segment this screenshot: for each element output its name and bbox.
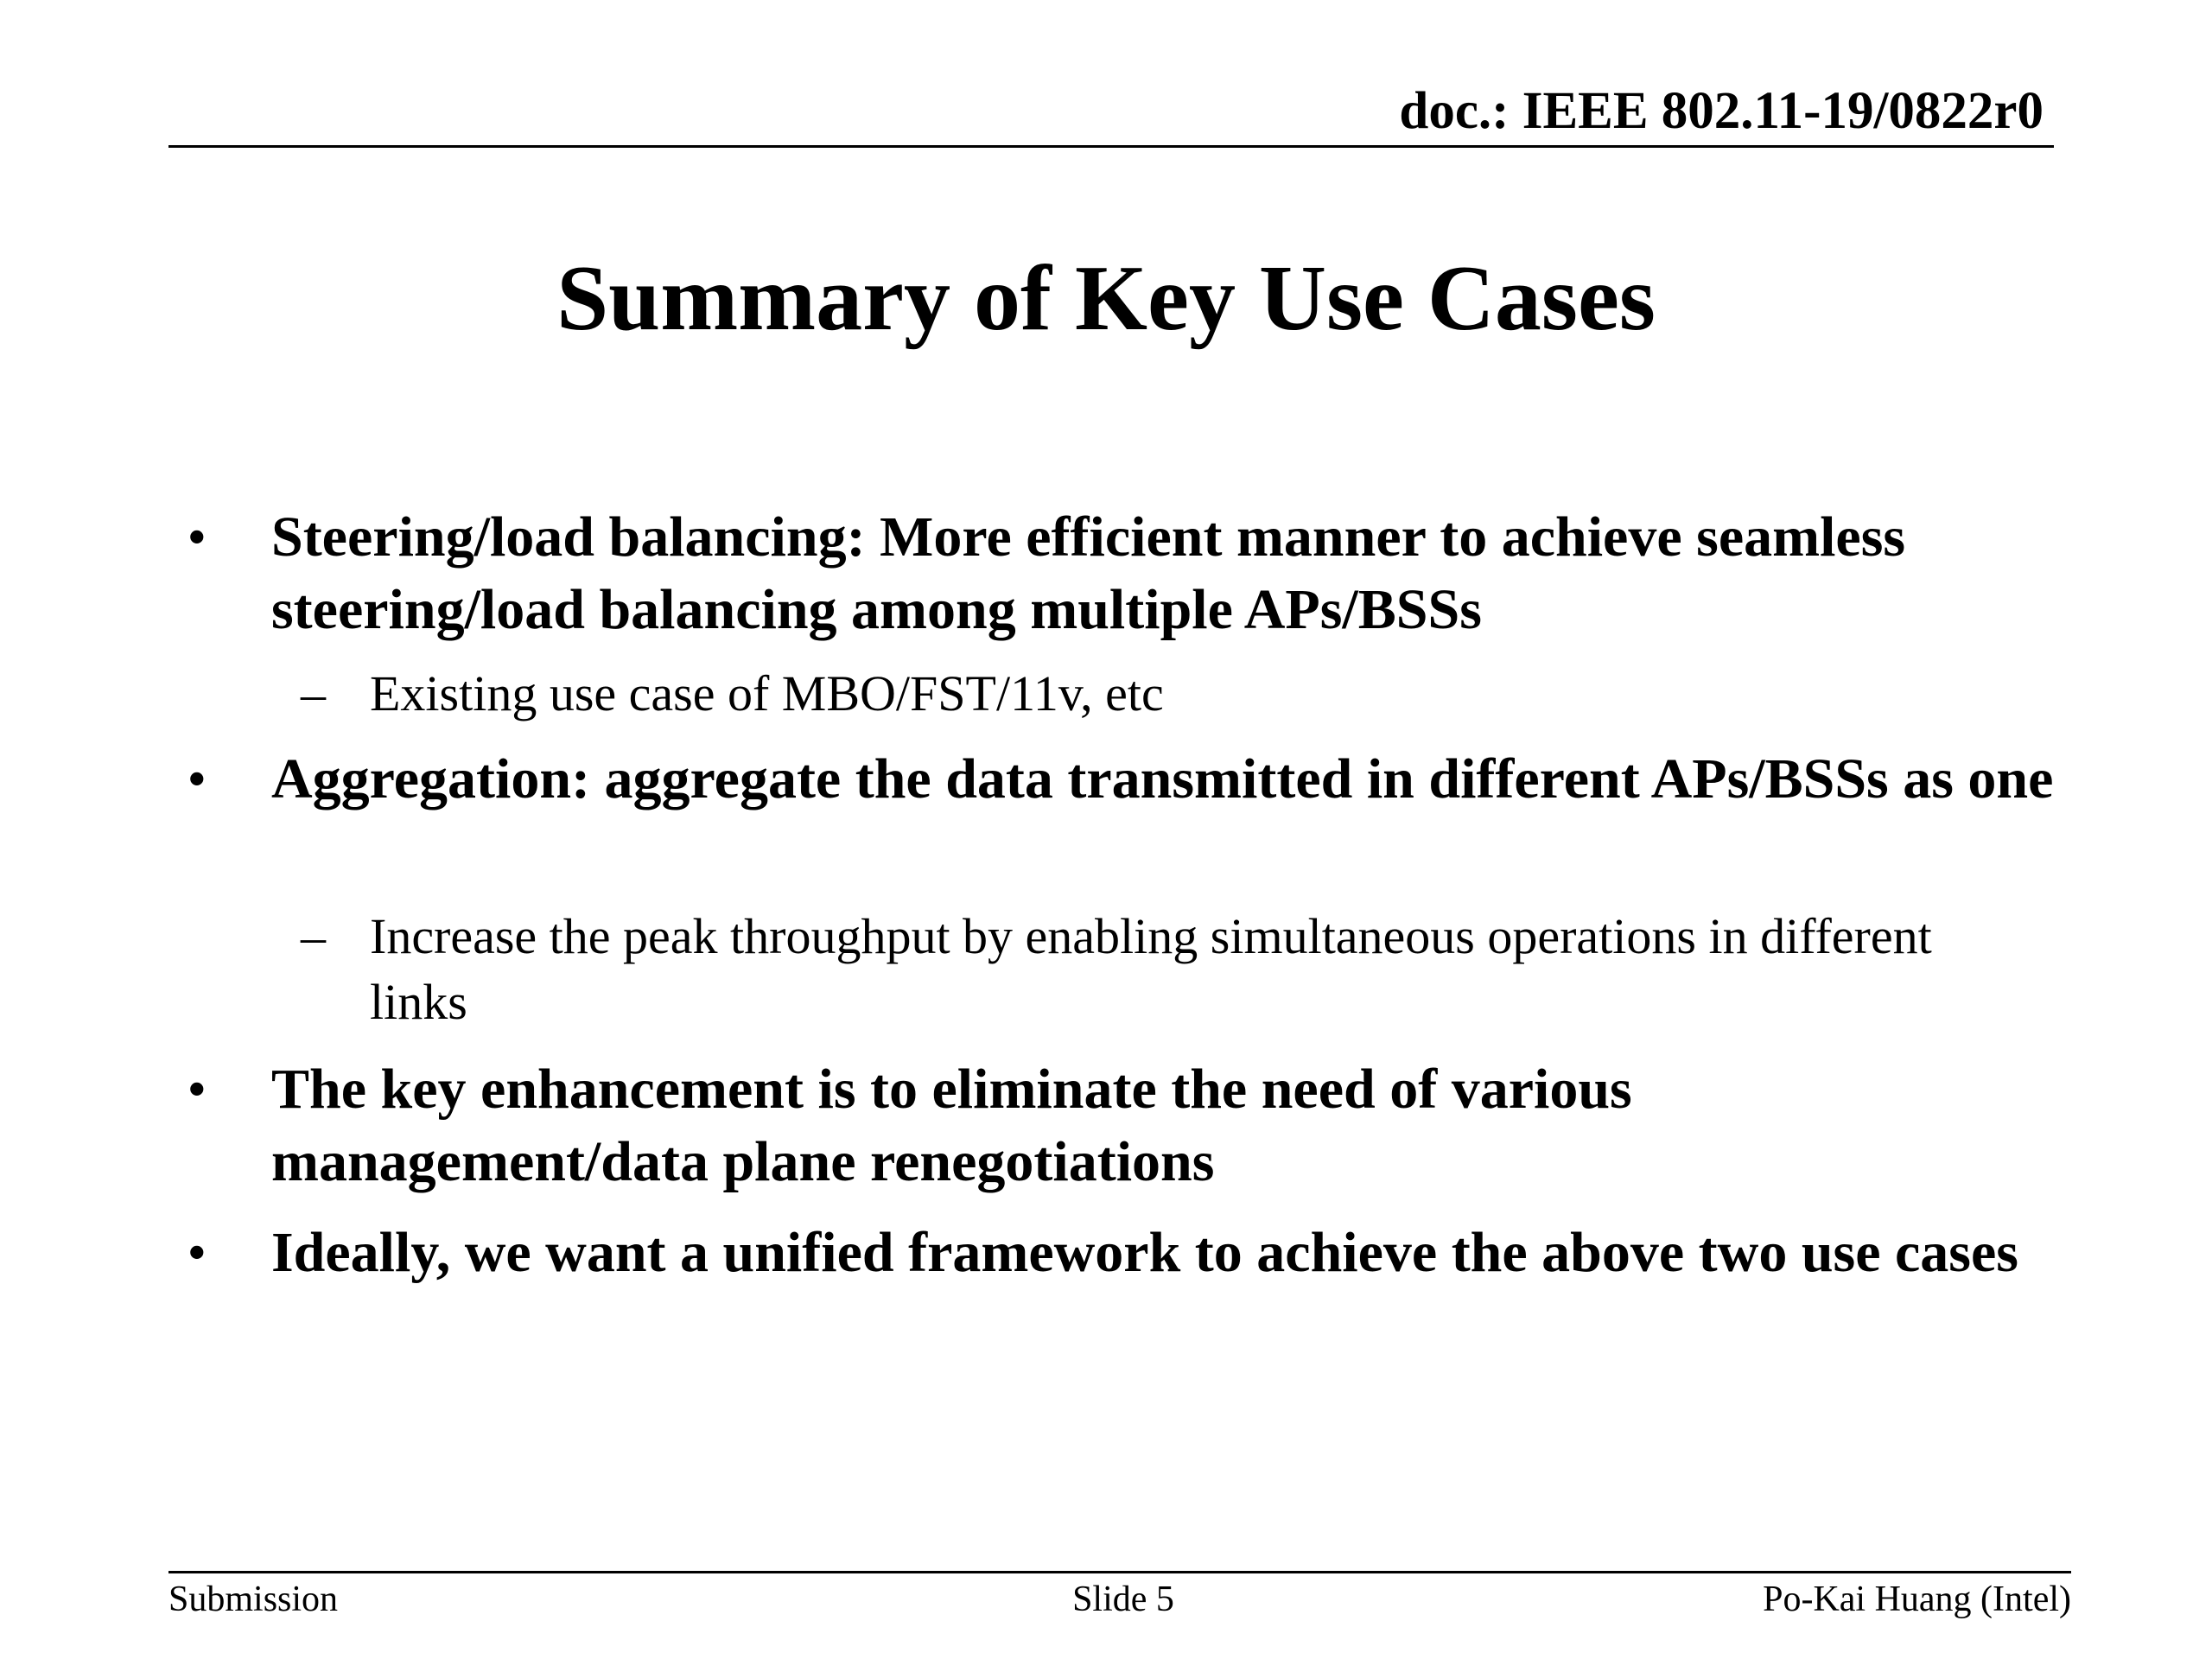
sub-bullet-text: Existing use case of MBO/FST/11v, etc: [370, 665, 1164, 721]
bullet-text: Ideally, we want a unified framework to achieve the above two use cases: [271, 1221, 2018, 1284]
bullet-text: Aggregation: aggregate the data transmitted in different APs/BSSs as one: [271, 747, 2054, 810]
bullet-text: Steering/load balancing: More efficient manner to achieve seamless steering/load balancing among multiple APs/BSSs: [271, 505, 1906, 641]
footer-submission: Submission: [168, 1580, 339, 1619]
sub-bullet-text: Increase the peak throughput by enabling simultaneous operations in different links: [370, 908, 1932, 1030]
document-id: doc.: IEEE 802.11-19/0822r0: [1399, 82, 2044, 140]
footer-author: Po-Kai Huang (Intel): [1763, 1580, 2071, 1619]
bullet-marker: •: [188, 511, 206, 564]
bullet-marker: •: [188, 753, 206, 806]
sub-bullet-marker: –: [301, 665, 326, 721]
footer-divider: [168, 1571, 2071, 1573]
bullet-text: The key enhancement is to eliminate the need of various management/data plane renegotiations: [271, 1058, 1632, 1193]
bullet-marker: •: [188, 1063, 206, 1116]
bullet-marker: •: [188, 1226, 206, 1280]
slide-title: Summary of Key Use Cases: [556, 247, 1656, 350]
sub-bullet-marker: –: [301, 908, 326, 964]
footer-slide-number: Slide 5: [1072, 1580, 1174, 1619]
